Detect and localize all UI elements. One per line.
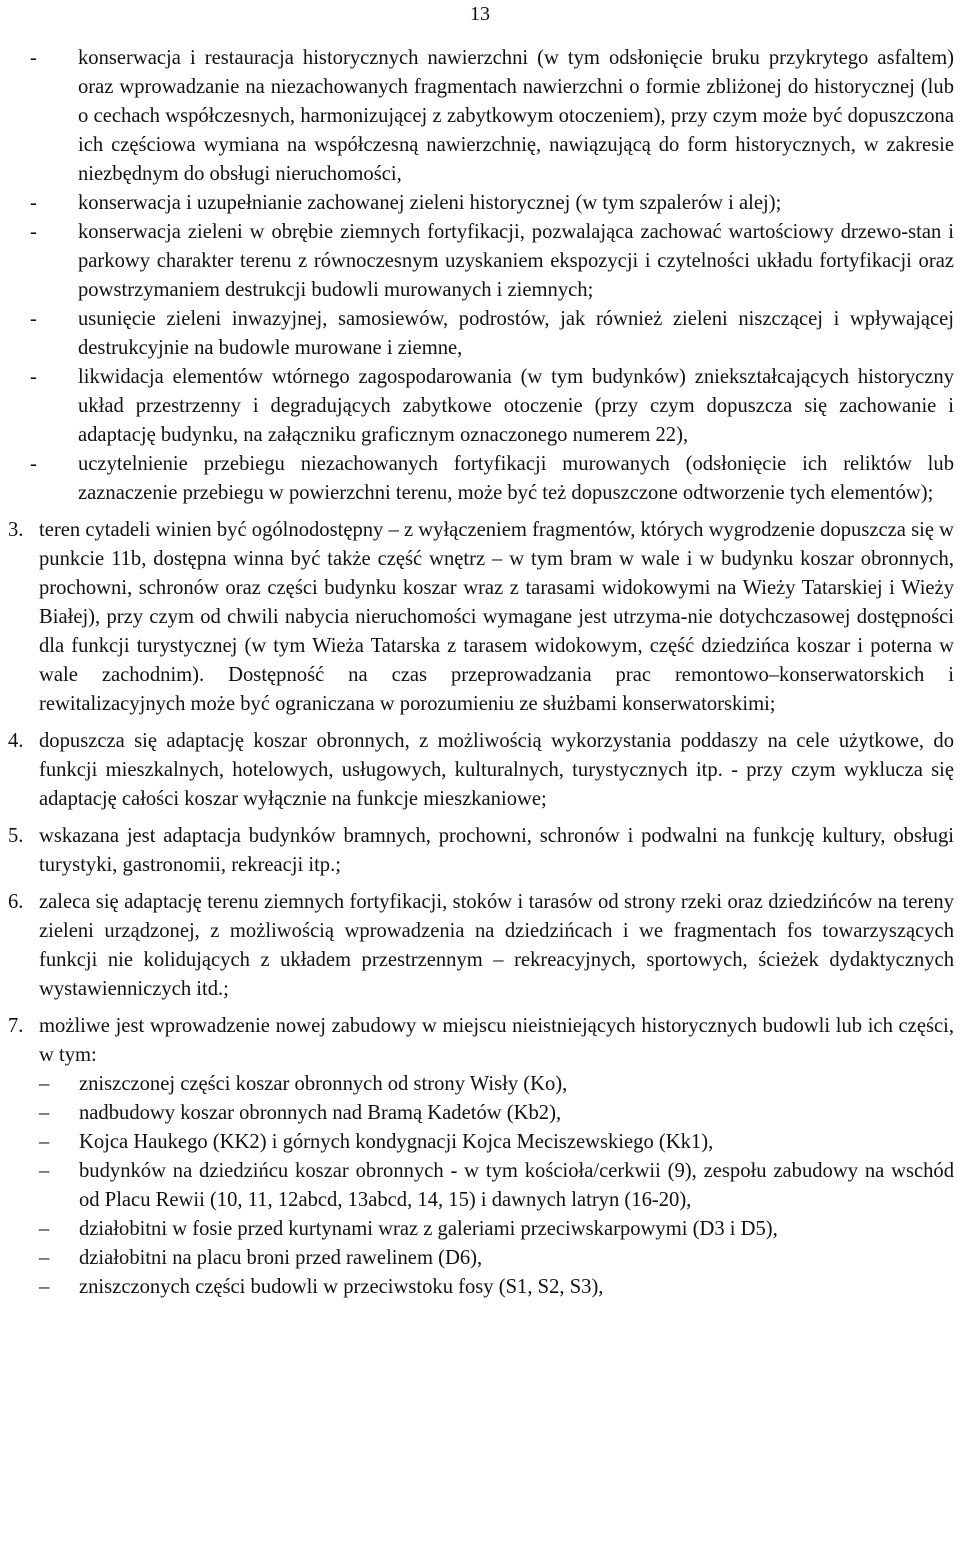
item-number: 6.	[8, 891, 24, 913]
sub-item-text: zniszczonych części budowli w przeciwstoku fosy (S1, S2, S3),	[79, 1276, 604, 1298]
item-text: teren cytadeli winien być ogólnodostępny – z wyłączeniem fragmentów, których wygrodzenie dopuszcza się w punkcie 11b, dostępna winna być także część wnętrz – w tym bram w wale i w budynku koszar obronnych, prochowni, schronów oraz części budynku koszar wraz z tarasami widokowymi na Wieży Tatarskiej i Wieży Białej), przy czym od chwili nabycia nieruchomości wymagane jest utrzyma-nie dotychczasowej dostępności dla funkcji turystycznej (w tym Wieża Tatarska z tarasem widokowym, część dziedzińca koszar i poterna w wale zachodnim). Dostępność na czas przeprowadzania prac remontowo–konserwatorskich i rewitalizacyjnych może być ograniczana w porozumieniu ze służbami konserwatorskimi;	[39, 519, 954, 715]
numbered-item	[8, 516, 954, 719]
list-item	[8, 189, 954, 218]
numbered-item	[8, 727, 954, 814]
sub-item-text: nadbudowy koszar obronnych nad Bramą Kadetów (Kb2),	[79, 1102, 562, 1124]
dash-list	[8, 44, 954, 508]
item-text: wskazana jest adaptacja budynków bramnych, prochowni, schronów i podwalni na funkcję kultury, obsługi turystyki, gastronomii, rekreacji itp.;	[39, 825, 954, 876]
sub-item-text: działobitni w fosie przed kurtynami wraz z galeriami przeciwskarpowymi (D3 i D5),	[79, 1218, 778, 1240]
list-item	[8, 363, 954, 450]
numbered-list	[8, 516, 954, 1302]
document-body	[8, 44, 954, 1310]
item-number: 5.	[8, 825, 24, 847]
list-item	[8, 44, 954, 189]
endash-marker: –	[39, 1218, 50, 1240]
sub-item-text: budynków na dziedzińcu koszar obronnych - w tym kościoła/cerkwii (9), zespołu zabudowy na wschód od Placu Rewii (10, 11, 12abcd, 13abcd, 14, 15) i dawnych latryn (16-20),	[79, 1160, 954, 1211]
item-text: zaleca się adaptację terenu ziemnych fortyfikacji, stoków i tarasów od strony rzeki oraz dziedzińców na tereny zieleni urządzonej, z możliwością wprowadzenia na dziedzińcach i we fragmentach fos towarzyszących funkcji nie kolidujących z układem przestrzennym – rekreacyjnych, sportowych, ścieżek dydaktycznych wystawienniczych itd.;	[39, 891, 954, 1000]
list-item-text: usunięcie zieleni inwazyjnej, samosiewów, podrostów, jak również zieleni niszczącej i wpływającej destrukcyjnie na budowle murowane i ziemne,	[78, 308, 954, 359]
list-item	[8, 305, 954, 363]
list-item-text: konserwacja zieleni w obrębie ziemnych fortyfikacji, pozwalająca zachować wartościowy drzewo-stan i parkowy charakter terenu z równoczesnym uzyskaniem ekspozycji i czytelności układu fortyfikacji oraz powstrzymaniem destrukcji budowli murowanych i ziemnych;	[78, 221, 954, 301]
endash-marker: –	[39, 1247, 50, 1269]
dash-marker: -	[30, 192, 37, 214]
list-item-text: konserwacja i uzupełnianie zachowanej zieleni historycznej (w tym szpalerów i alej);	[78, 192, 782, 214]
dash-marker: -	[30, 221, 37, 243]
sub-list-item	[39, 1157, 954, 1215]
endash-marker: –	[39, 1102, 50, 1124]
sub-list-item	[39, 1215, 954, 1244]
numbered-item	[8, 1012, 954, 1302]
endash-marker: –	[39, 1160, 50, 1182]
sub-list-item	[39, 1273, 954, 1302]
endash-marker: –	[39, 1131, 50, 1153]
sub-list-item	[39, 1128, 954, 1157]
item-text: dopuszcza się adaptację koszar obronnych, z możliwością wykorzystania poddaszy na cele użytkowe, do funkcji mieszkalnych, hotelowych, usługowych, kulturalnych, turystycznych itp. - przy czym wyklucza się adaptację całości koszar wyłącznie na funkcje mieszkaniowe;	[39, 730, 954, 810]
sub-list-item	[39, 1070, 954, 1099]
item-number: 3.	[8, 519, 24, 541]
sub-list-item	[39, 1244, 954, 1273]
endash-marker: –	[39, 1276, 50, 1298]
list-item-text: likwidacja elementów wtórnego zagospodarowania (w tym budynków) zniekształcających historyczny układ przestrzenny i degradujących zabytkowe otoczenie (przy czym dopuszcza się zachowanie i adaptację budynku, na załączniku graficznym oznaczonego numerem 22),	[78, 366, 954, 446]
dash-marker: -	[30, 453, 37, 475]
item-number: 7.	[8, 1015, 24, 1037]
item-number: 4.	[8, 730, 24, 752]
sub-list	[39, 1070, 954, 1302]
list-item-text: uczytelnienie przebiegu niezachowanych fortyfikacji murowanych (odsłonięcie ich reliktów lub zaznaczenie przebiegu w powierzchni terenu, może być też dopuszczone odtworzenie tych elementów);	[78, 453, 954, 504]
dash-marker: -	[30, 366, 37, 388]
list-item-text: konserwacja i restauracja historycznych nawierzchni (w tym odsłonięcie bruku przykrytego asfaltem) oraz wprowadzanie na niezachowanych fragmentach nawierzchni o formie zbliżonej do historycznej (lub o cechach współczesnych, harmonizującej z zabytkowym otoczeniem), przy czym może być dopuszczona ich częściowa wymiana na współczesną nawierzchnię, nawiązującą do form historycznych, w zakresie niezbędnym do obsługi nieruchomości,	[78, 47, 954, 185]
page-number: 13	[470, 3, 490, 25]
list-item	[8, 218, 954, 305]
sub-item-text: działobitni na placu broni przed rawelinem (D6),	[79, 1247, 483, 1269]
numbered-item	[8, 822, 954, 880]
list-item	[8, 450, 954, 508]
dash-marker: -	[30, 308, 37, 330]
numbered-item	[8, 888, 954, 1004]
dash-marker: -	[30, 47, 37, 69]
item-text: możliwe jest wprowadzenie nowej zabudowy w miejscu nieistniejących historycznych budowli lub ich części, w tym:	[39, 1015, 954, 1066]
sub-item-text: zniszczonej części koszar obronnych od strony Wisły (Ko),	[79, 1073, 568, 1095]
endash-marker: –	[39, 1073, 50, 1095]
sub-list-item	[39, 1099, 954, 1128]
sub-item-text: Kojca Haukego (KK2) i górnych kondygnacji Kojca Meciszewskiego (Kk1),	[79, 1131, 714, 1153]
